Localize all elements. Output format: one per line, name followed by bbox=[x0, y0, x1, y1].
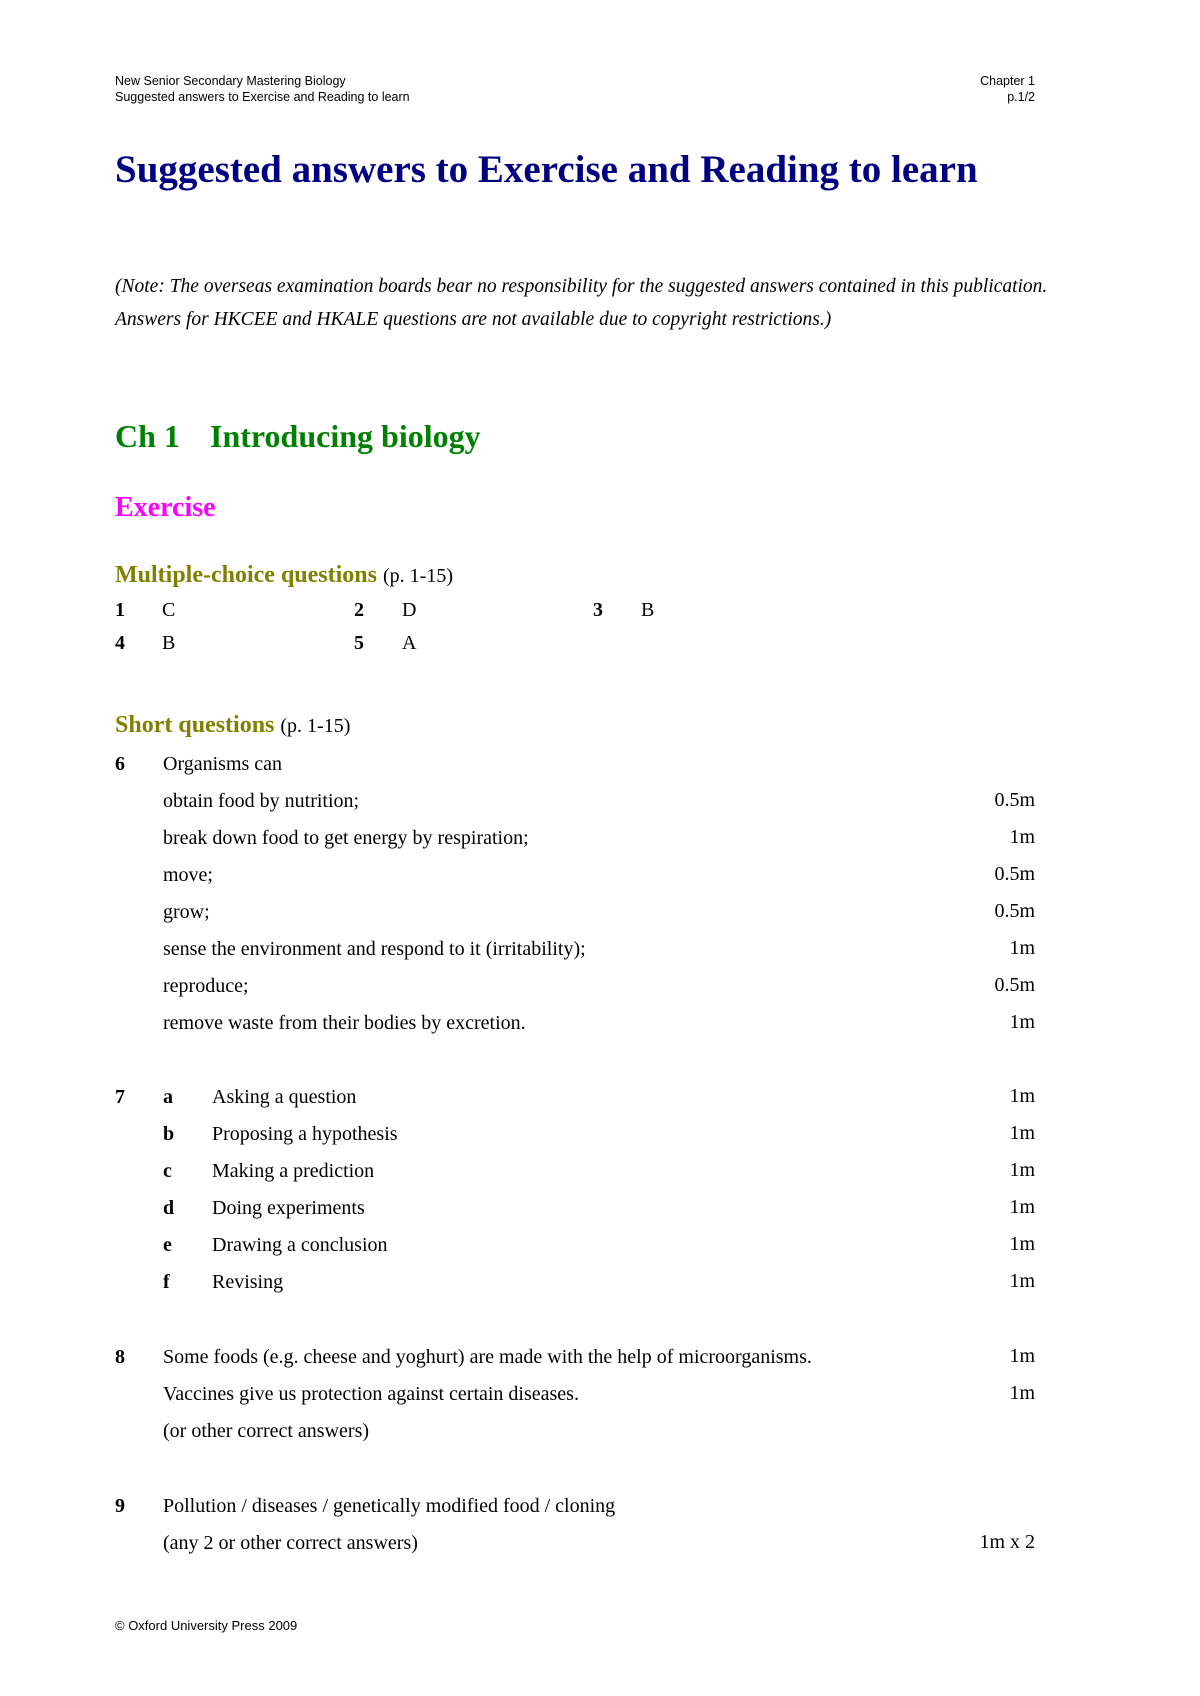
header-subtitle: Suggested answers to Exercise and Reading to learn bbox=[115, 90, 410, 104]
part-answer: Asking a question bbox=[212, 1086, 357, 1108]
part-label: b bbox=[163, 1123, 175, 1145]
chapter-heading bbox=[115, 418, 481, 455]
disclaimer-note: (Note: The overseas examination boards bear no responsibility for the suggested answers contained in this publication. Answers for HKCEE and HKALE questions are not available due to copyright restrictions.) bbox=[115, 276, 1048, 330]
answer-line: break down food to get energy by respiration; bbox=[163, 827, 529, 849]
answer-mark: 0.5m bbox=[994, 974, 1035, 996]
answer-mark: 1m bbox=[1009, 1345, 1035, 1367]
part-answer: Drawing a conclusion bbox=[212, 1234, 388, 1256]
mcq-q-number: 2 bbox=[354, 599, 364, 621]
answer-line: Pollution / diseases / genetically modified food / cloning bbox=[163, 1495, 616, 1517]
short-heading-label: Short questions bbox=[115, 712, 275, 738]
mcq-answer: D bbox=[402, 599, 417, 621]
answer-mark: 1m bbox=[1009, 1382, 1035, 1404]
mcq-heading bbox=[115, 562, 453, 589]
answer-mark: 1m bbox=[1009, 1196, 1035, 1218]
answer-mark: 1m bbox=[1009, 1233, 1035, 1255]
answer-line: obtain food by nutrition; bbox=[163, 790, 360, 812]
mcq-heading-label: Multiple-choice questions bbox=[115, 562, 377, 588]
question-number: 9 bbox=[115, 1495, 125, 1517]
mcq-answer: B bbox=[162, 632, 176, 654]
answer-mark: 1m bbox=[1009, 1122, 1035, 1144]
part-label: d bbox=[163, 1197, 175, 1219]
footer-copyright: © Oxford University Press 2009 bbox=[115, 1618, 298, 1633]
question-number: 8 bbox=[115, 1346, 125, 1368]
mcq-q-number: 5 bbox=[354, 632, 364, 654]
mcq-answer: B bbox=[641, 599, 655, 621]
short-questions-heading bbox=[115, 712, 350, 739]
part-answer: Making a prediction bbox=[212, 1160, 375, 1182]
answer-mark: 0.5m bbox=[994, 863, 1035, 885]
chapter-title: Introducing biology bbox=[210, 418, 481, 454]
answer-mark: 1m bbox=[1009, 1159, 1035, 1181]
part-label: e bbox=[163, 1234, 172, 1256]
mcq-answer: C bbox=[162, 599, 176, 621]
answer-mark: 1m bbox=[1009, 1085, 1035, 1107]
mcq-q-number: 4 bbox=[115, 632, 125, 654]
page-title: Suggested answers to Exercise and Reading to learn bbox=[115, 148, 978, 191]
question-intro: Organisms can bbox=[163, 753, 283, 775]
answer-mark: 0.5m bbox=[994, 900, 1035, 922]
answer-mark: 1m bbox=[1009, 937, 1035, 959]
answer-line: Some foods (e.g. cheese and yoghurt) are made with the help of microorganisms. bbox=[163, 1346, 812, 1368]
mcq-q-number: 1 bbox=[115, 599, 125, 621]
mcq-q-number: 3 bbox=[593, 599, 603, 621]
answer-line: move; bbox=[163, 864, 213, 886]
answer-line: remove waste from their bodies by excretion. bbox=[163, 1012, 526, 1034]
answer-line: sense the environment and respond to it (irritability); bbox=[163, 938, 586, 960]
header-chapter: Chapter 1 bbox=[980, 74, 1035, 88]
answer-mark: 1m bbox=[1009, 1270, 1035, 1292]
answer-line: grow; bbox=[163, 901, 210, 923]
part-label: f bbox=[163, 1271, 170, 1293]
answer-line: (or other correct answers) bbox=[163, 1420, 370, 1442]
question-number: 7 bbox=[115, 1086, 125, 1108]
answer-line: (any 2 or other correct answers) bbox=[163, 1532, 418, 1554]
part-answer: Doing experiments bbox=[212, 1197, 365, 1219]
part-answer: Revising bbox=[212, 1271, 284, 1293]
short-page-ref: (p. 1-15) bbox=[280, 715, 351, 737]
part-label: a bbox=[163, 1086, 173, 1108]
answer-mark: 1m bbox=[1009, 826, 1035, 848]
answer-line: Vaccines give us protection against certain diseases. bbox=[163, 1383, 579, 1405]
answer-line: reproduce; bbox=[163, 975, 249, 997]
part-label: c bbox=[163, 1160, 172, 1182]
answer-mark: 1m bbox=[1009, 1011, 1035, 1033]
header-page: p.1/2 bbox=[1007, 90, 1035, 104]
question-number: 6 bbox=[115, 753, 125, 775]
answer-mark: 0.5m bbox=[994, 789, 1035, 811]
mcq-answer: A bbox=[402, 632, 417, 654]
header-book-title: New Senior Secondary Mastering Biology bbox=[115, 74, 346, 88]
answer-mark: 1m x 2 bbox=[979, 1531, 1035, 1553]
chapter-number: Ch 1 bbox=[115, 418, 180, 454]
mcq-page-ref: (p. 1-15) bbox=[383, 565, 453, 587]
part-answer: Proposing a hypothesis bbox=[212, 1123, 398, 1145]
exercise-heading: Exercise bbox=[115, 492, 216, 523]
